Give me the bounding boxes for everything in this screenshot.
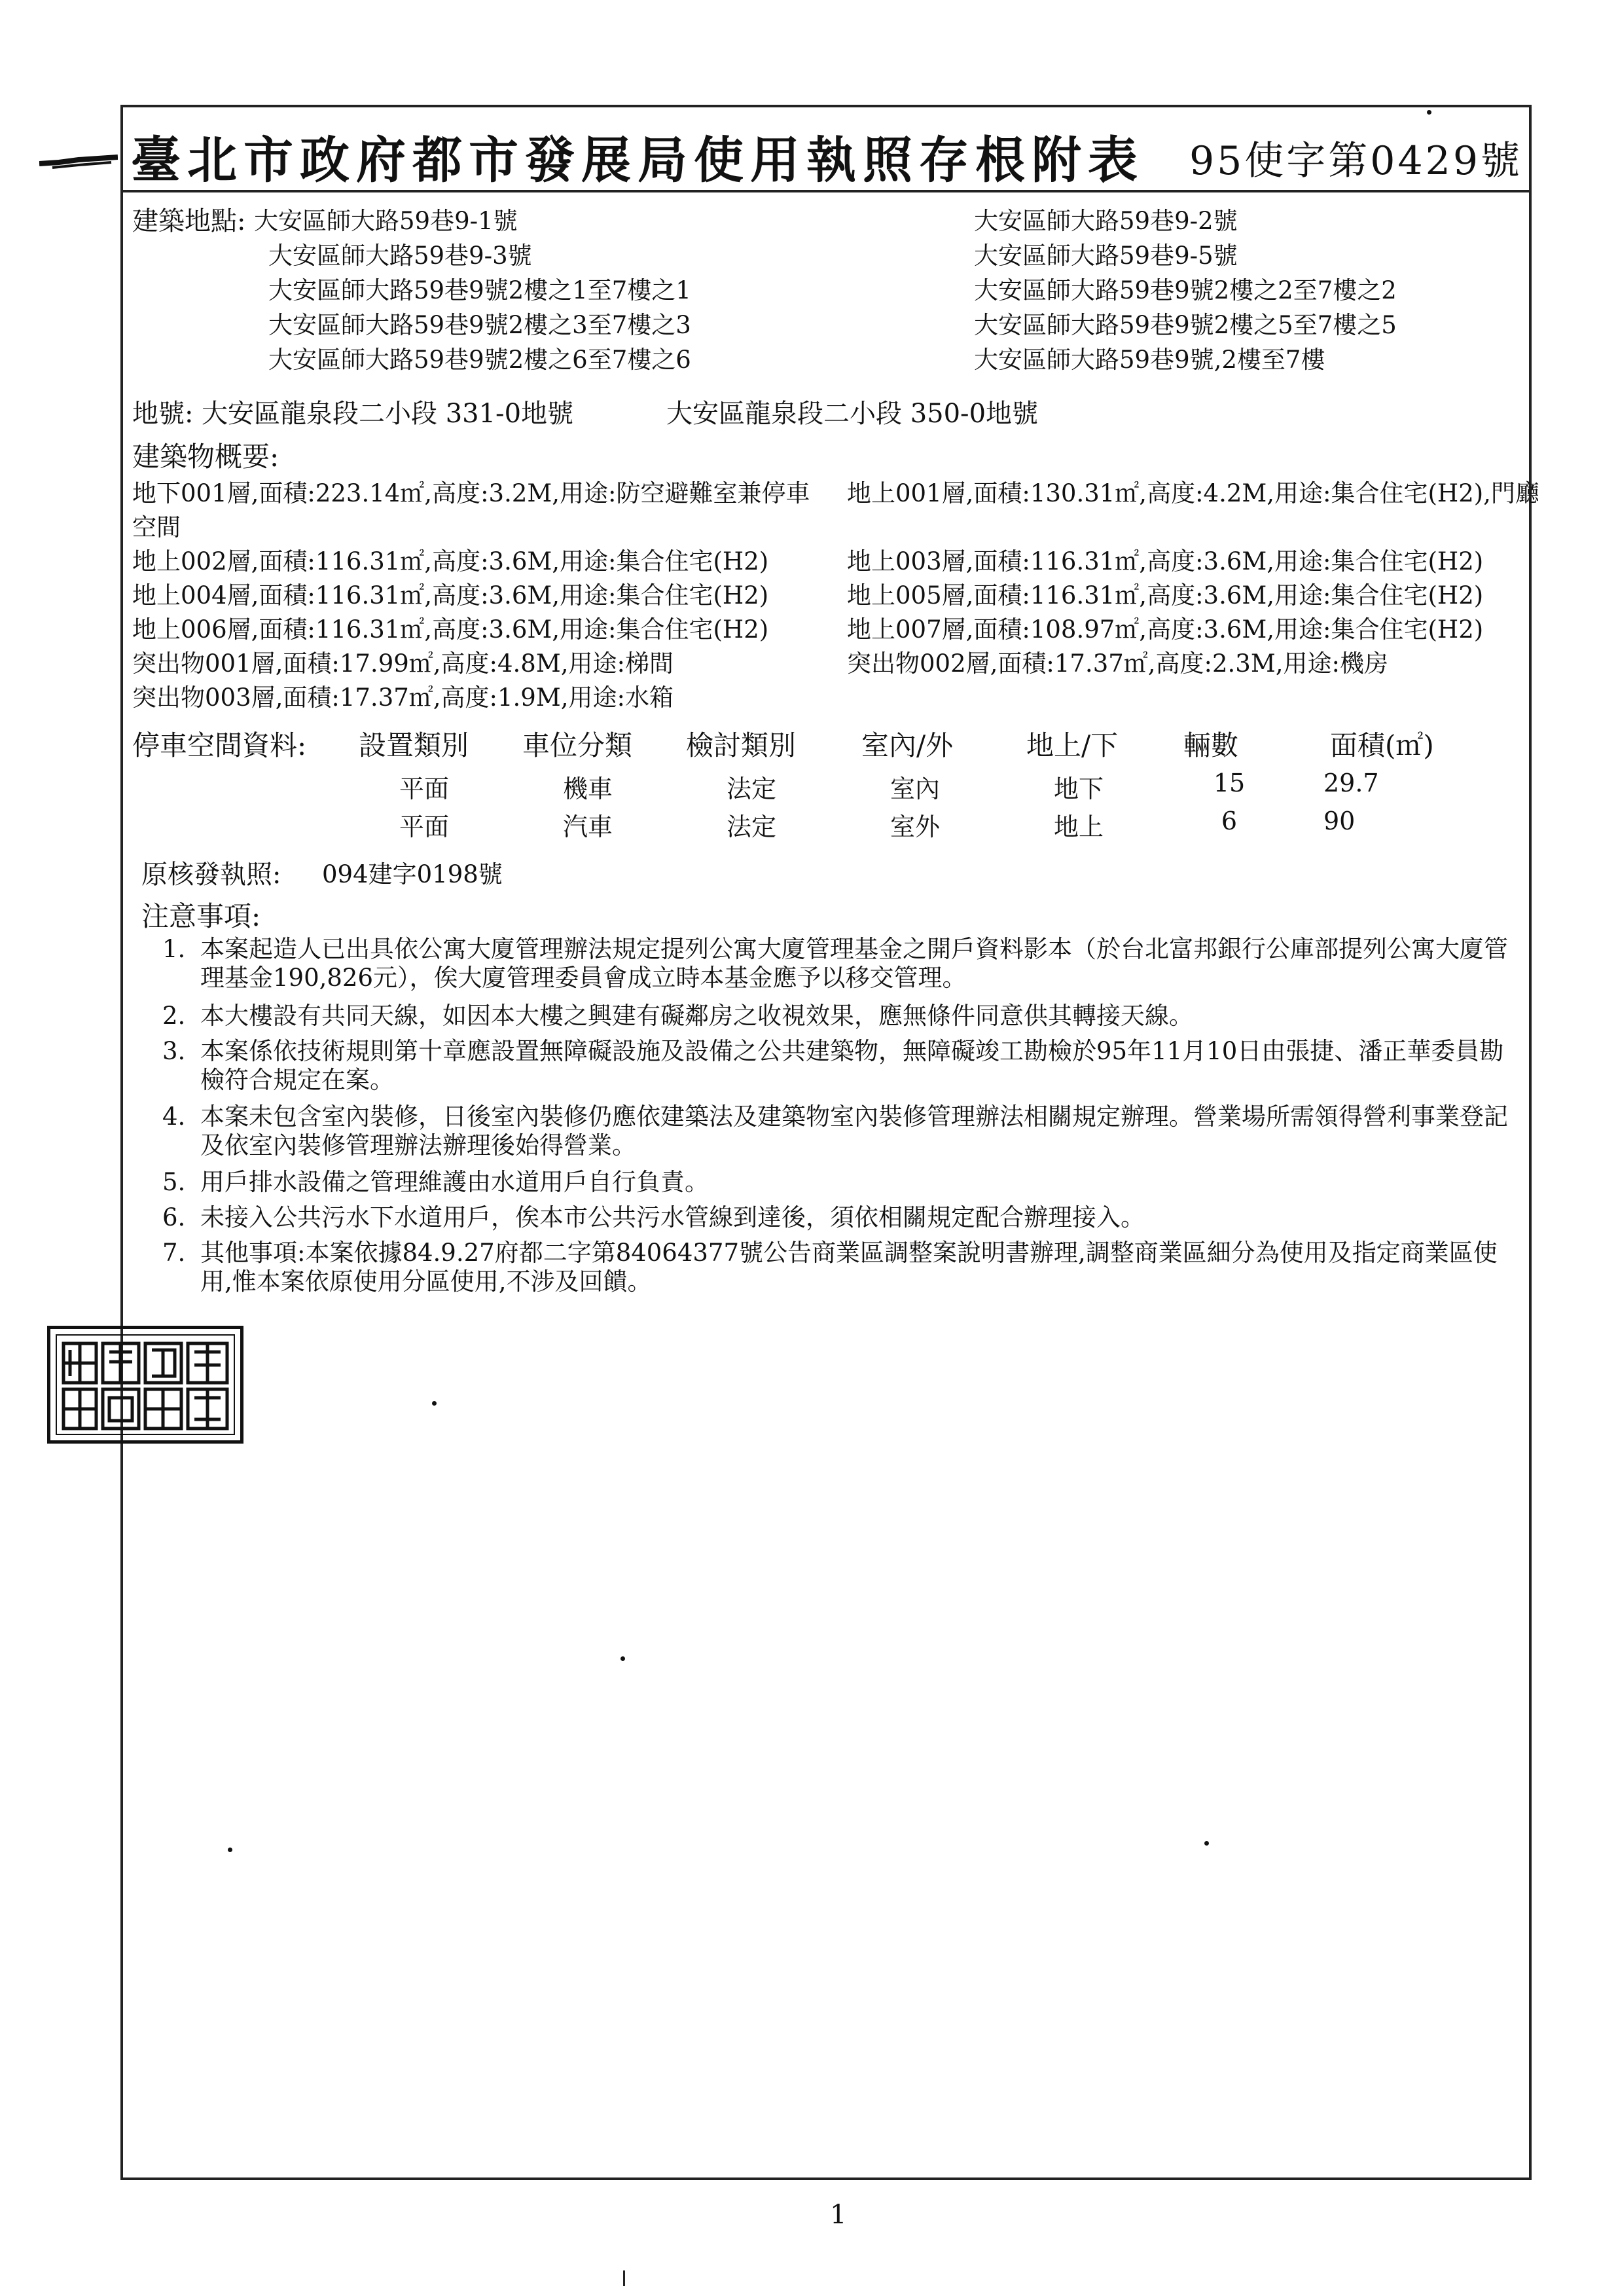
scan-mark-line <box>623 2270 625 2286</box>
parking-header-1: 設置類別 <box>359 729 469 761</box>
address-4: 大安區師大路59巷9-5號 <box>974 242 1238 270</box>
parking-header-2: 車位分類 <box>522 729 633 761</box>
parking-r1-c3: 法定 <box>726 774 776 803</box>
floor-2: 地上002層,面積:116.31㎡,高度:3.6M,用途:集合住宅(H2) <box>132 547 769 575</box>
parking-r2-c2: 汽車 <box>562 812 613 841</box>
note-2-num: 2. <box>162 1002 186 1030</box>
floor-b1-cont: 空間 <box>132 513 181 541</box>
parking-r2-c1: 平面 <box>399 812 449 841</box>
parking-header-7: 面積(㎡) <box>1330 729 1434 761</box>
note-2-text: 本大樓設有共同天線，如因本大樓之興建有礙鄰房之收視效果，應無條件同意供其轉接天線。 <box>200 1002 1193 1030</box>
page-title: 臺北市政府都市發展局使用執照存根附表 <box>131 131 1144 189</box>
rooftop-2: 突出物002層,面積:17.37㎡,高度:2.3M,用途:機房 <box>847 649 1388 678</box>
notes-label: 注意事項: <box>141 900 261 932</box>
site-label: 建築地點: <box>132 206 246 236</box>
floor-5: 地上005層,面積:116.31㎡,高度:3.6M,用途:集合住宅(H2) <box>847 581 1484 610</box>
original-permit-label: 原核發執照: <box>141 860 281 890</box>
floor-3: 地上003層,面積:116.31㎡,高度:3.6M,用途:集合住宅(H2) <box>847 547 1484 575</box>
note-4 <box>162 1102 1524 1160</box>
seal-glyphs <box>57 1336 235 1435</box>
note-4-num: 4. <box>162 1102 186 1131</box>
parking-r2-c7: 90 <box>1323 807 1356 835</box>
note-1-num: 1. <box>162 935 186 963</box>
parking-header-4: 室內/外 <box>861 729 954 761</box>
note-3-num: 3. <box>162 1037 186 1065</box>
rooftop-1: 突出物001層,面積:17.99㎡,高度:4.8M,用途:梯間 <box>132 649 674 678</box>
address-5: 大安區師大路59巷9號2樓之1至7樓之1 <box>268 276 691 304</box>
note-7 <box>162 1239 1524 1296</box>
parking-r2-c6: 6 <box>1221 807 1238 835</box>
parking-r2-c3: 法定 <box>726 812 776 841</box>
address-1: 大安區師大路59巷9-1號 <box>254 207 518 235</box>
note-5-num: 5. <box>162 1168 186 1196</box>
scan-dot <box>228 1848 232 1852</box>
document-frame <box>120 105 1539 2180</box>
lot-1: 大安區龍泉段二小段 331-0地號 <box>202 399 574 429</box>
note-6 <box>162 1203 1524 1232</box>
parking-r2-c5: 地上 <box>1053 812 1104 841</box>
page-number: 1 <box>830 2200 847 2230</box>
seal-inner-border <box>56 1334 235 1435</box>
parking-r1-c4: 室內 <box>890 774 940 803</box>
address-7: 大安區師大路59巷9號2樓之3至7樓之3 <box>268 311 691 339</box>
address-8: 大安區師大路59巷9號2樓之5至7樓之5 <box>974 311 1397 339</box>
floor-6: 地上006層,面積:116.31㎡,高度:3.6M,用途:集合住宅(H2) <box>132 615 769 644</box>
address-3: 大安區師大路59巷9-3號 <box>268 242 532 270</box>
official-seal <box>47 1326 243 1444</box>
document-number: 95使字第0429號 <box>1189 138 1522 184</box>
scan-dot <box>620 1656 625 1661</box>
scan-dot <box>1427 110 1431 115</box>
parking-r1-c5: 地下 <box>1053 774 1104 803</box>
note-6-num: 6. <box>162 1203 186 1231</box>
address-6: 大安區師大路59巷9號2樓之2至7樓之2 <box>974 276 1397 304</box>
parking-r1-c7: 29.7 <box>1323 769 1379 797</box>
address-2: 大安區師大路59巷9-2號 <box>974 207 1238 235</box>
building-label: 建築物概要: <box>132 441 279 473</box>
parking-header-5: 地上/下 <box>1026 729 1119 761</box>
parking-r1-c1: 平面 <box>399 774 449 803</box>
floor-7: 地上007層,面積:108.97㎡,高度:3.6M,用途:集合住宅(H2) <box>847 615 1484 644</box>
note-7-text: 其他事項:本案依據84.9.27府都二字第84064377號公告商業區調整案說明書辦理,調整商業區細分為使用及指定商業區使用,惟本案依原使用分區使用,不涉及回饋。 <box>200 1239 1498 1296</box>
parking-header-3: 檢討類別 <box>686 729 797 761</box>
note-7-num: 7. <box>162 1239 186 1267</box>
lot-label: 地號: <box>132 399 194 429</box>
address-10: 大安區師大路59巷9號,2樓至7樓 <box>974 346 1325 374</box>
lot-2: 大安區龍泉段二小段 350-0地號 <box>666 399 1039 429</box>
note-1-text: 本案起造人已出具依公寓大廈管理辦法規定提列公寓大廈管理基金之開戶資料影本（於台北富邦銀行公庫部提列公寓大廈管理基金190,826元），俟大廈管理委員會成立時本基金應予以移交管理。 <box>200 935 1508 992</box>
scan-dot <box>1204 1841 1209 1846</box>
parking-header-6: 輛數 <box>1183 729 1239 761</box>
parking-r1-c6: 15 <box>1213 769 1246 797</box>
parking-label: 停車空間資料: <box>132 729 307 761</box>
note-6-text: 未接入公共污水下水道用戶，俟本市公共污水管線到達後，須依相關規定配合辦理接入。 <box>200 1203 1145 1231</box>
note-3-text: 本案係依技術規則第十章應設置無障礙設施及設備之公共建築物，無障礙竣工勘檢於95年11月10日由張捷、潘正華委員勘檢符合規定在案。 <box>200 1037 1504 1094</box>
note-1 <box>162 935 1524 993</box>
note-3 <box>162 1037 1524 1095</box>
parking-r2-c4: 室外 <box>890 812 940 841</box>
note-5-text: 用戶排水設備之管理維護由水道用戶自行負責。 <box>200 1168 709 1196</box>
address-9: 大安區師大路59巷9號2樓之6至7樓之6 <box>268 346 691 374</box>
parking-r1-c2: 機車 <box>562 774 613 803</box>
floor-b1: 地下001層,面積:223.14㎡,高度:3.2M,用途:防空避難室兼停車 <box>132 479 810 507</box>
floor-1: 地上001層,面積:130.31㎡,高度:4.2M,用途:集合住宅(H2),門廳 <box>847 479 1539 507</box>
scan-smudge <box>39 151 118 170</box>
note-4-text: 本案未包含室內裝修，日後室內裝修仍應依建築法及建築物室內裝修管理辦法相關規定辦理。營業場所需領得營利事業登記及依室內裝修管理辦法辦理後始得營業。 <box>200 1102 1508 1159</box>
title-row <box>123 107 1529 192</box>
scan-dot <box>432 1401 437 1406</box>
floor-4: 地上004層,面積:116.31㎡,高度:3.6M,用途:集合住宅(H2) <box>132 581 769 610</box>
note-5 <box>162 1168 1524 1197</box>
note-2 <box>162 1002 1524 1030</box>
rooftop-3: 突出物003層,面積:17.37㎡,高度:1.9M,用途:水箱 <box>132 683 674 712</box>
original-permit-value: 094建字0198號 <box>322 860 503 888</box>
